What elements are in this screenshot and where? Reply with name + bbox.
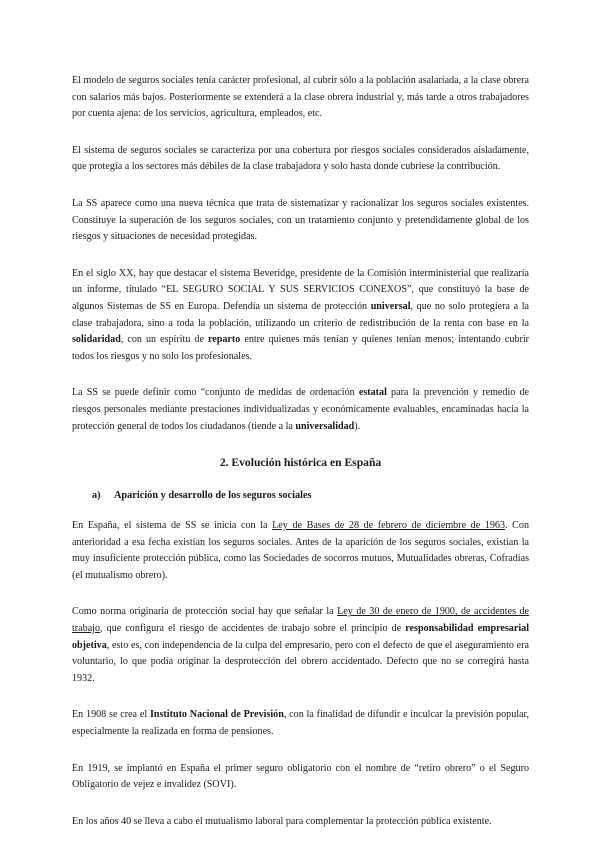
term-responsabilidad: responsabilidad empresarial objetiva: [72, 623, 529, 651]
subsection-title: Aparición y desarrollo de los seguros sociales: [114, 490, 312, 502]
paragraph-2: El sistema de seguros sociales se caracteriza por una cobertura por riesgos sociales considerados aisladamente, que protegía a los sectores más débiles de la clase trabajadora y solo hasta donde cubriese la contribución.: [72, 144, 529, 173]
paragraph-9: En 1919, se implantó en España el primer seguro obligatorio con el nombre de “retiro obrero” o el Seguro Obligatorio de vejez e invalidez (SOVI).: [72, 762, 529, 791]
law-1963-reference: Ley de Bases de 28 de febrero de diciembre de 1963: [272, 520, 506, 532]
term-estatal: estatal: [358, 387, 387, 399]
subsection-number: a): [92, 490, 101, 502]
section-heading: 2. Evolución histórica en España: [219, 456, 382, 470]
subsection-heading: [92, 488, 529, 504]
paragraph-3: La SS aparece como una nueva técnica que trata de sistematizar y racionalizar los seguros sociales existentes. Constituye la superación de los seguros sociales, con un tratamiento conjunto y pretendidamente global de los riesgos y situaciones de necesidad protegidas.: [72, 197, 529, 243]
paragraph-10: En los años 40 se lleva a cabo el mutualismo laboral para complementar la protección pública existente.: [72, 815, 492, 827]
term-universalidad: universalidad: [295, 420, 355, 432]
paragraph-7: Como norma originaria de protección social hay que señalar la Ley de 30 de enero de 1900, de accidentes de trabajo, que configura el riesgo de accidentes de trabajo sobre el principio de responsabilidad empresarial objetiva, esto es, con independencia de la culpa del empresario, pero con el defecto de que el aseguramiento era voluntario, lo que podía originar la desprotección del obrero accidentado. Defecto que no se corregirá hasta 1932.: [72, 606, 529, 684]
paragraph-4: En el siglo XX, hay que destacar el sistema Beveridge, presidente de la Comisión interministerial que realizaría un informe, titulado “EL SEGURO SOCIAL Y SUS SERVICIOS CONEXOS”, que constituyó la base de algunos Sistemas de SS en Europa. Defendía un sistema de protección universal, que no solo protegiera a la clase trabajadora, sino a toda la población, utilizando un criterio de redistribución de la renta con base en la solidaridad, con un espíritu de reparto entre quienes más tenían y quienes tenían menos; intentando cubrir todos los riesgos y no solo los profesionales.: [72, 267, 530, 362]
term-solidaridad: solidaridad: [72, 334, 121, 346]
term-reparto: reparto: [207, 334, 241, 346]
document-page: [72, 73, 529, 850]
term-universal: universal: [370, 300, 411, 312]
law-1900-reference: Ley de 30 de enero de 1900, de accidentes de trabajo: [72, 606, 529, 635]
paragraph-6: En España, el sistema de SS se inicia con la Ley de Bases de 28 de febrero de diciembre de 1963. Con anterioridad a esa fecha existían los seguros sociales. Antes de la aparición de los seguros sociales, existían la muy insuficiente protección pública, como las Sociedades de socorros mutuos, Mutualidades obreras, Cofradías (el mutualismo obrero).: [72, 520, 529, 581]
term-inp: Instituto Nacional de Previsión: [149, 709, 284, 721]
paragraph-5: La SS se puede definir como “conjunto de medidas de ordenación estatal para la prevención y remedio de riesgos personales mediante prestaciones individualizadas y económicamente evaluables, encaminadas hacia la protección general de todos los ciudadanos (tiende a la universalidad).: [72, 387, 529, 432]
paragraph-8: En 1908 se crea el Instituto Nacional de Previsión, con la finalidad de difundir e inculcar la previsión popular, especialmente la realizada en forma de pensiones.: [72, 709, 530, 738]
paragraph-1: El modelo de seguros sociales tenía carácter profesional, al cubrir sólo a la población asalariada, a la clase obrera con salarios más bajos. Posteriormente se extenderá a la clase obrera industrial y, más tarde a otros trabajadores por cuenta ajena: de los servicios, agricultura, empleados, etc.: [72, 75, 529, 120]
